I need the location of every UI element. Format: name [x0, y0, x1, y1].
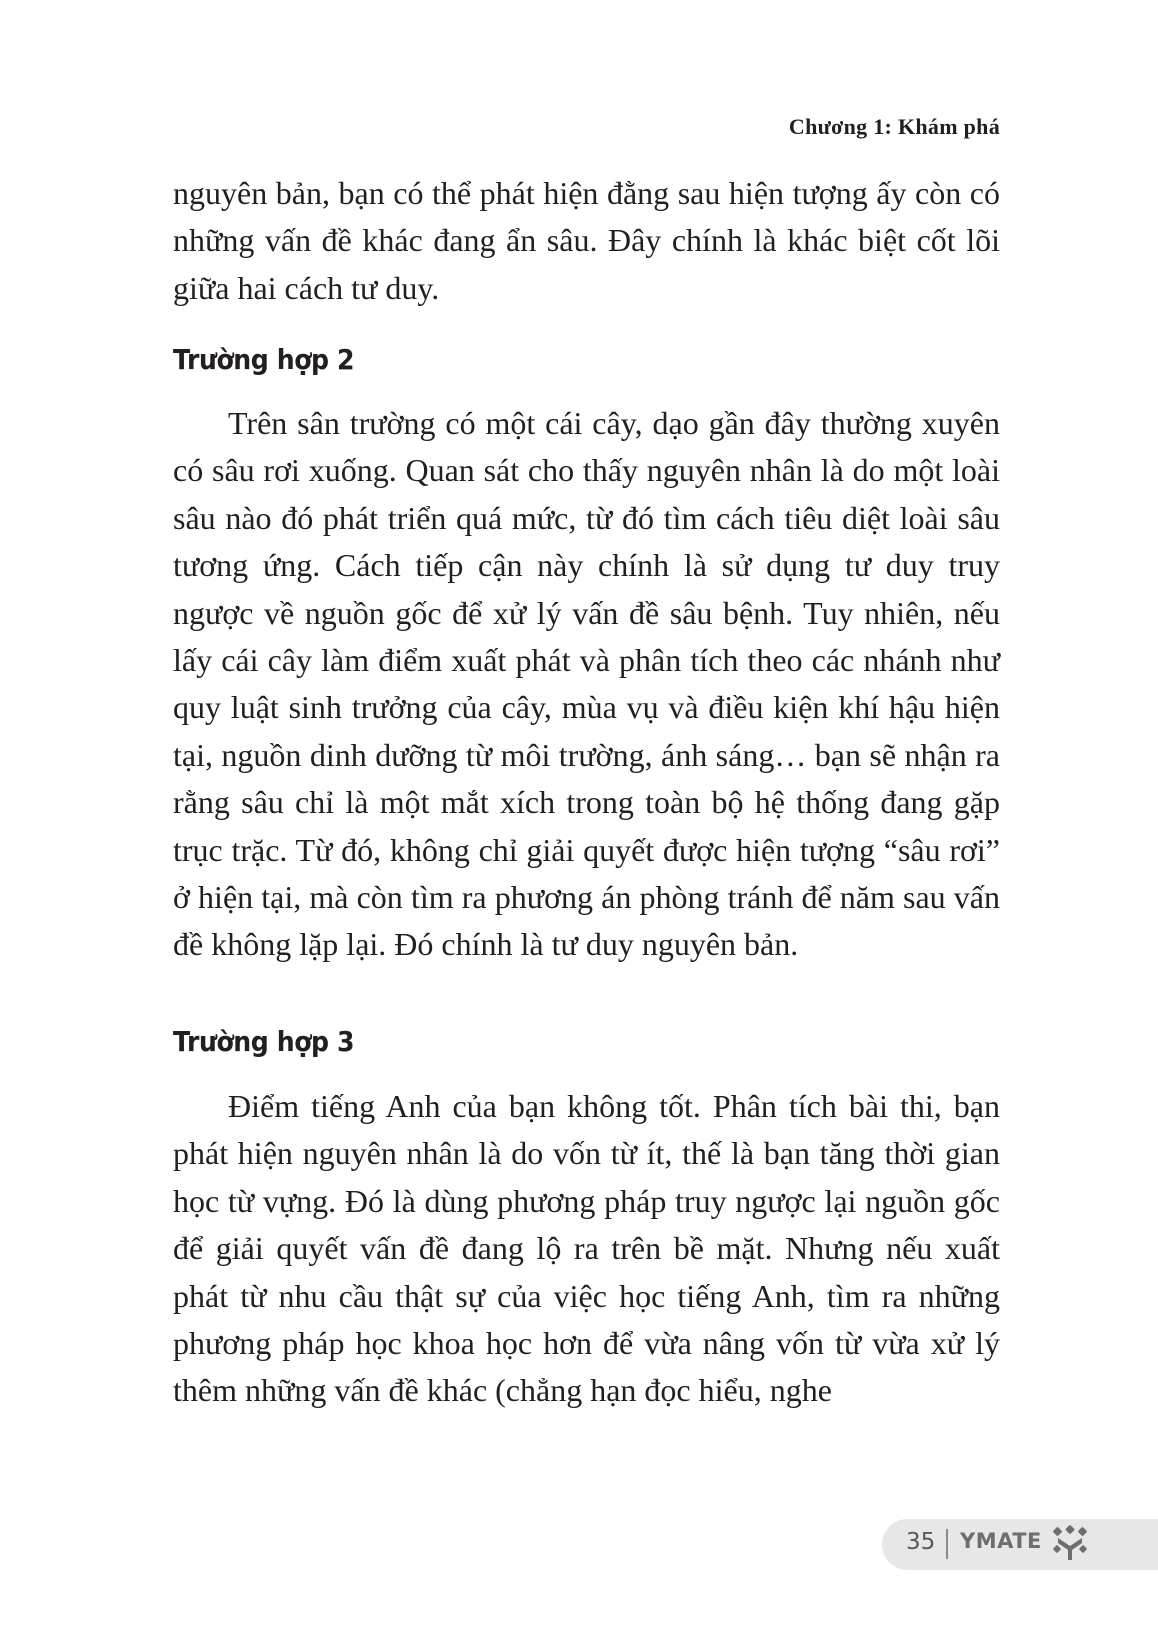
page-number: 35 — [906, 1529, 936, 1555]
case-3-paragraph — [173, 1083, 1000, 1415]
paragraph-text: Trên sân trường có một cái cây, dạo gần đây thường xuyên có sâu rơi xuống. Quan sát cho thấy nguyên nhân là do một loài sâu nào đó phát triển quá mức, từ đó tìm cách tiêu diệt loài sâu tương ứng. Cách tiếp cận này chính là sử dụng tư duy truy ngược về nguồn gốc để xử lý vấn đề sâu bệnh. Tuy nhiên, nếu lấy cái cây làm điểm xuất phát và phân tích theo các nhánh như quy luật sinh trưởng của cây, mùa vụ và điều kiện khí hậu hiện tại, nguồn dinh dưỡng từ môi trường, ánh sáng… bạn sẽ nhận ra rằng sâu chỉ là một mắt xích trong toàn bộ hệ thống đang gặp trục trặc. Từ đó, không chỉ giải quyết được hiện tượng “sâu rơi” ở hiện tại, mà còn tìm ra phương án phòng tránh để năm sau vấn đề không lặp lại. Đó chính là tư duy nguyên bản. — [173, 405, 1000, 963]
intro-paragraph — [173, 170, 1000, 312]
section-heading-case-3: Trường hợp 3 — [173, 1025, 355, 1058]
case-2-paragraph — [173, 400, 1000, 969]
footer-divider — [946, 1529, 948, 1559]
running-head: Chương 1: Khám phá — [788, 114, 1000, 139]
paragraph-text: nguyên bản, bạn có thể phát hiện đằng sau hiện tượng ấy còn có những vấn đề khác đang ẩn sâu. Đây chính là khác biệt cốt lõi giữa hai cách tư duy. — [173, 175, 1000, 306]
paragraph-text: Điểm tiếng Anh của bạn không tốt. Phân tích bài thi, bạn phát hiện nguyên nhân là do vốn từ ít, thế là bạn tăng thời gian học từ vựng. Đó là dùng phương pháp truy ngược lại nguồn gốc để giải quyết vấn đề đang lộ ra trên bề mặt. Nhưng nếu xuất phát từ nhu cầu thật sự của việc học tiếng Anh, tìm ra những phương pháp học khoa học hơn để vừa nâng vốn từ vừa xử lý thêm những vấn đề khác (chẳng hạn đọc hiểu, nghe — [173, 1088, 1000, 1409]
ymate-logo-icon — [1050, 1524, 1090, 1562]
section-heading-case-2: Trường hợp 2 — [173, 343, 355, 376]
publisher-brand: YMATE — [960, 1529, 1042, 1553]
